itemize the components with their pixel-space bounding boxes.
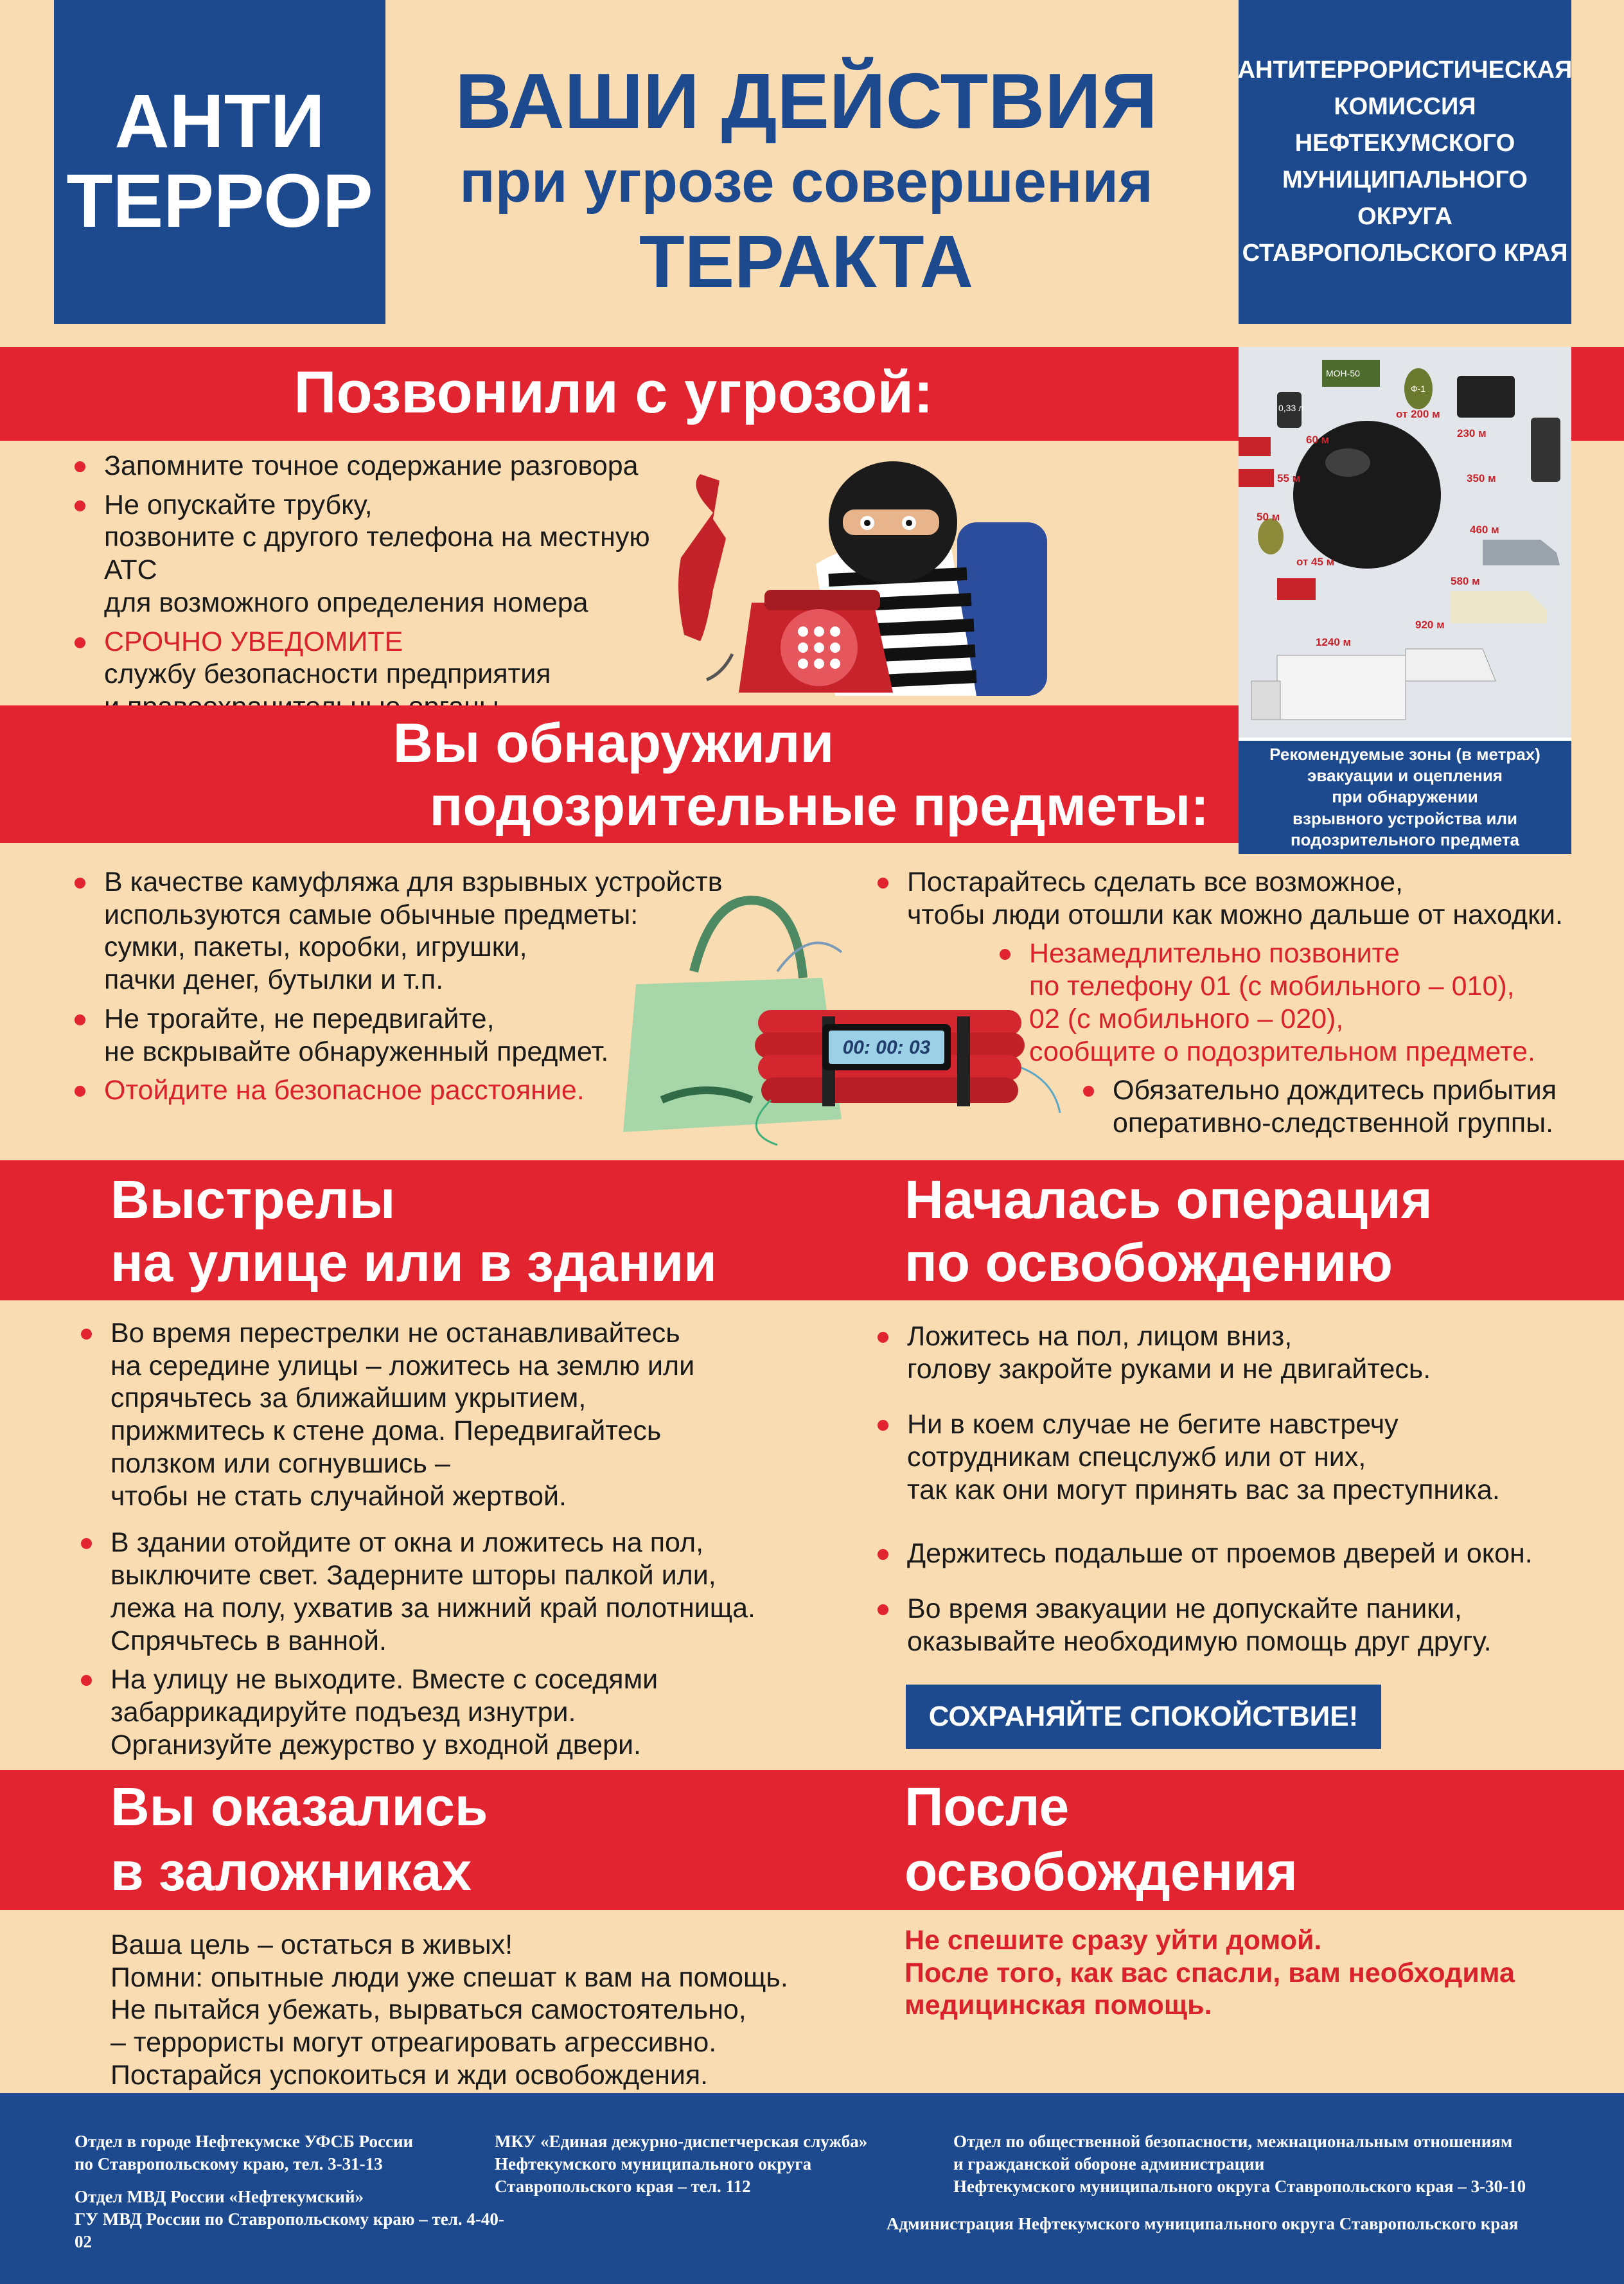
timer-text: 00: 00: 03 (842, 1037, 931, 1058)
heading-line: Началась операция (905, 1169, 1433, 1230)
truck-icon (1277, 655, 1406, 720)
operation-heading (905, 1168, 1433, 1295)
footer-col-3 (953, 2130, 1615, 2198)
heading-line: Вы обнаружили (393, 713, 834, 774)
commission-line: НЕФТЕКУМСКОГО (1294, 130, 1515, 157)
briefcase-icon (1457, 376, 1515, 418)
commission-line: КОМИССИЯ (1334, 93, 1476, 120)
commission-box (1239, 0, 1571, 324)
footer-line: Отдел в городе Нефтекумске УФСБ России (75, 2132, 414, 2151)
footer-line: Нефтекумского муниципального округа (495, 2154, 812, 2174)
list-item: Во время эвакуации не допускайте паники, оказывайте необходимую помощь друг другу. (867, 1593, 1619, 1658)
threat-call-list (64, 450, 707, 730)
shots-heading (110, 1168, 717, 1295)
zone-label: 55 м (1277, 472, 1301, 484)
title-line-1: ВАШИ ДЕЙСТВИЯ (455, 57, 1158, 145)
heading-line: по освобождению (905, 1232, 1393, 1293)
page-title (398, 58, 1214, 303)
footer-line: и гражданской обороне администрации (953, 2154, 1265, 2174)
footer-line: Отдел МВД России «Нефтекумский» (75, 2187, 364, 2207)
text-line: – террористы могут отреагировать агрессивно. (110, 2027, 717, 2058)
van-icon (1406, 649, 1496, 681)
zone-label: 580 м (1451, 575, 1480, 587)
zone-label: 920 м (1415, 619, 1445, 631)
list-item: Держитесь подальше от проемов дверей и окон. (867, 1537, 1619, 1570)
evacuation-zones-diagram (1239, 347, 1571, 738)
text-line: Ваша цель – остаться в живых! (110, 1929, 513, 1960)
caption-line: эвакуации и оцепления (1307, 766, 1503, 786)
text-line: Помни: опытные люди уже спешат к вам на помощь. (110, 1961, 788, 1993)
operation-list (867, 1320, 1619, 1665)
zone-label: 350 м (1467, 472, 1496, 484)
after-heading (905, 1775, 1298, 1904)
explosive-icon (1277, 578, 1316, 600)
footer-line: Отдел по общественной безопасности, межнациональным отношениям (953, 2132, 1513, 2151)
list-item: Отойдите на безопасное расстояние. (64, 1074, 745, 1107)
caption-line: подозрительного предмета (1290, 829, 1520, 849)
text-line: Не спешите сразу уйти домой. (905, 1925, 1322, 1956)
badge-line-2: ТЕРРОР (66, 159, 373, 243)
after-text (905, 1924, 1611, 2022)
title-line-2: при угрозе совершения (459, 149, 1153, 215)
list-item: В качестве камуфляжа для взрывных устройств используются самые обычные предметы: сумки, пакеты, коробки, игрушки, пачки денег, бутылки и т.п. (64, 866, 745, 996)
threat-call-heading: Позвонили с угрозой: (294, 360, 933, 425)
footer-admin: Администрация Нефтекумского муниципального округа Ставропольского края (887, 2214, 1519, 2233)
zone-label: 60 м (1306, 434, 1330, 446)
heading-line: После (905, 1776, 1070, 1837)
list-item: Ни в коем случае не бегите навстречу сотрудникам спецслужб или от них, так как они могут принять вас за преступника. (867, 1408, 1619, 1506)
footer-line: ГУ МВД России по Ставропольскому краю – тел. 4-40-02 (75, 2209, 504, 2252)
commission-line: СТАВРОПОЛЬСКОГО КРАЯ (1242, 240, 1568, 267)
footer-col-2 (495, 2130, 931, 2198)
caption-line: Рекомендуемые зоны (в метрах) (1269, 744, 1540, 764)
list-item: Не трогайте, не передвигайте, не вскрывайте обнаруженный предмет. (64, 1003, 745, 1068)
footer-line: Нефтекумского муниципального округа Ставропольского края – 3-30-10 (953, 2177, 1526, 2197)
zone-label: 50 м (1257, 511, 1280, 523)
zone-label: от 200 м (1396, 408, 1440, 420)
zone-label: 460 м (1470, 524, 1499, 536)
list-item: В здании отойдите от окна и ложитесь на пол, выключите свет. Задерните шторы палкой или, лежа на полу, ухватив за нижний край полотнища. Спрячьтесь в ванной. (71, 1527, 829, 1657)
stay-calm-banner: СОХРАНЯЙТЕ СПОКОЙСТВИЕ! (906, 1685, 1381, 1749)
footer-line: по Ставропольскому краю, тел. 3-31-13 (75, 2154, 383, 2174)
explosive-icon (1239, 437, 1271, 456)
footer-line: Ставропольского края – тел. 112 (495, 2177, 751, 2197)
title-line-3: ТЕРАКТА (639, 219, 974, 303)
suitcase-icon (1531, 418, 1560, 482)
caption-line: взрывного устройства или (1293, 808, 1517, 828)
can-label: 0,33 л (1278, 403, 1304, 413)
shots-list (71, 1317, 829, 1768)
suspicious-heading (0, 712, 1227, 838)
heading-line: освобождения (905, 1841, 1298, 1902)
list-item: СРОЧНО УВЕДОМИТЕ службу безопасности предприятия (64, 626, 707, 723)
commission-line: МУНИЦИПАЛЬНОГО ОКРУГА (1282, 166, 1528, 230)
badge-line-1: АНТИ (114, 79, 325, 164)
mine-label: МОН-50 (1326, 368, 1360, 378)
zones-caption (1239, 741, 1571, 854)
hostage-text (110, 1929, 849, 2092)
heading-line: Вы оказались (110, 1776, 488, 1837)
suspicious-right-list (867, 866, 1619, 1146)
grenade-icon (1258, 518, 1284, 554)
list-item: На улицу не выходите. Вместе с соседями забаррикадируйте подъезд изнутри. Организуйте дежурство у входной двери. (71, 1663, 829, 1761)
list-item: Не опускайте трубку, позвоните с другого телефона на местную АТС для возможного определения номера (64, 489, 707, 619)
commission-line: АНТИТЕРРОРИСТИЧЕСКАЯ (1237, 57, 1573, 84)
list-item: Незамедлительно позвоните по телефону 01 (с мобильного – 010), 02 (с мобильного – 020), сообщите о подозрительном предмете. (989, 937, 1619, 1068)
zone-label: 1240 м (1316, 636, 1352, 648)
footer-col-1 (75, 2130, 511, 2253)
explosive-icon (1239, 469, 1274, 487)
list-item: Во время перестрелки не останавливайтесь на середине улицы – ложитесь на землю или спрячьтесь за ближайшим укрытием, прижмитесь к стене дома. Передвигайтесь ползком или согнувшись – чтобы не стать случайной жертвой. (71, 1317, 829, 1512)
car-icon (1451, 591, 1547, 623)
anti-terror-badge (54, 0, 385, 324)
evacuation-zones-panel (1239, 347, 1571, 851)
caption-line: при обнаружении (1332, 787, 1478, 807)
list-item: Запомните точное содержание разговора (64, 450, 707, 482)
list-item: Обязательно дождитесь прибытия оперативно-следственной группы. (1073, 1074, 1619, 1139)
masked-caller-illustration (675, 461, 1060, 705)
heading-line: Выстрелы (110, 1169, 396, 1230)
text-line: медицинская помощь. (905, 1990, 1212, 2021)
text-line: Не пытайся убежать, вырваться самостоятельно, (110, 1994, 746, 2026)
grenade-label: Ф-1 (1411, 384, 1426, 394)
heading-line: подозрительные предметы: (429, 775, 1209, 838)
list-item: Постарайтесь сделать все возможное, чтобы люди отошли как можно дальше от находки. (867, 866, 1619, 931)
list-item: Ложитесь на пол, лицом вниз, голову закройте руками и не двигайтесь. (867, 1320, 1619, 1385)
hostage-heading (110, 1775, 488, 1904)
zone-label: 230 м (1457, 427, 1487, 439)
heading-line: в заложниках (110, 1841, 472, 1902)
heading-line: на улице или в здании (110, 1232, 717, 1293)
text-line: Постарайся успокоиться и жди освобождения. (110, 2059, 709, 2091)
text-line: После того, как вас спасли, вам необходима (905, 1957, 1515, 1988)
footer-line: МКУ «Единая дежурно-диспетчерская служба» (495, 2132, 868, 2151)
zone-label: от 45 м (1296, 556, 1335, 568)
